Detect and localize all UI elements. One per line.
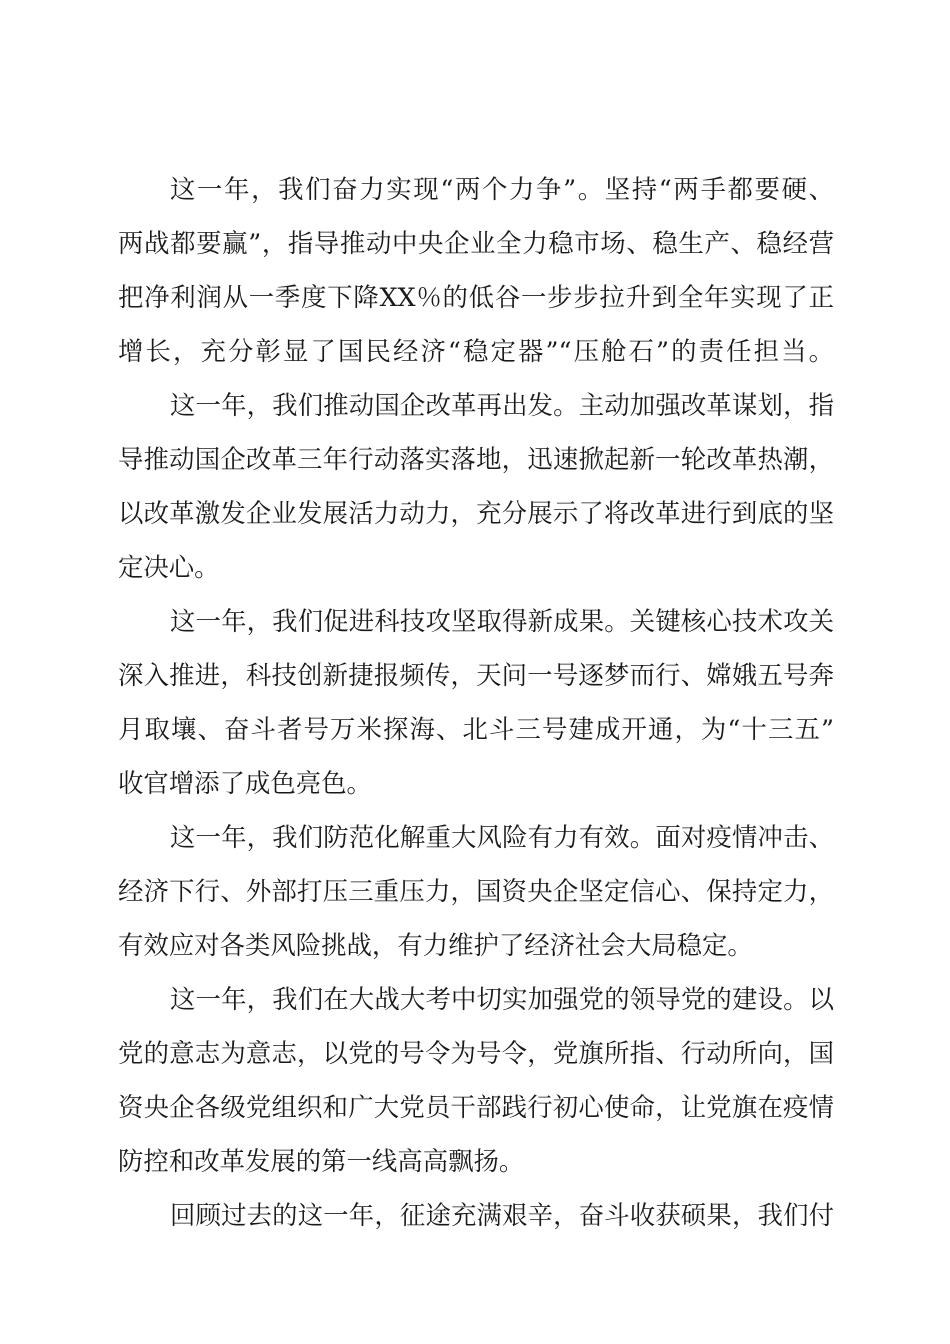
text-line: 这一年，我们促进科技攻坚取得新成果。关键核心技术攻关 [170,606,834,636]
text-line: 这一年，我们防范化解重大风险有力有效。面对疫情冲击、 [170,822,834,852]
paragraph-technology [118,594,834,810]
text-line: 把净利润从一季度下降XX％的低谷一步步拉升到全年实现了正 [118,282,834,312]
document-body [118,162,834,1242]
text-line: 这一年，我们在大战大考中切实加强党的领导党的建设。以 [170,984,834,1014]
text-line: 收官增添了成色亮色。 [118,768,372,798]
text-line: 深入推进，科技创新捷报频传，天问一号逐梦而行、嫦娥五号奔 [118,660,834,690]
text-line: 两战都要赢”，指导推动中央企业全力稳市场、稳生产、稳经营 [118,228,834,258]
text-line: 导推动国企改革三年行动落实落地，迅速掀起新一轮改革热潮， [118,444,834,474]
text-line: 党的意志为意志，以党的号令为号令，党旗所指、行动所向，国 [118,1038,834,1068]
paragraph-two-strives [118,162,834,378]
text-line: 资央企各级党组织和广大党员干部践行初心使命，让党旗在疫情 [118,1092,834,1122]
paragraph-review [118,1188,834,1242]
paragraph-soe-reform [118,378,834,594]
text-line: 回顾过去的这一年，征途充满艰辛，奋斗收获硕果，我们付 [170,1200,834,1230]
text-line: 这一年，我们奋力实现“两个力争”。坚持“两手都要硬、 [170,174,834,204]
text-line: 这一年，我们推动国企改革再出发。主动加强改革谋划，指 [170,390,834,420]
text-line: 防控和改革发展的第一线高高飘扬。 [118,1146,525,1176]
paragraph-risk-prevention [118,810,834,972]
paragraph-party-building [118,972,834,1188]
text-line: 增长，充分彰显了国民经济“稳定器”“压舱石”的责任担当。 [118,336,834,366]
text-line: 有效应对各类风险挑战，有力维护了经济社会大局稳定。 [118,930,753,960]
text-line: 以改革激发企业发展活力动力，充分展示了将改革进行到底的坚 [118,498,834,528]
text-line: 经济下行、外部打压三重压力，国资央企坚定信心、保持定力， [118,876,834,906]
text-line: 月取壤、奋斗者号万米探海、北斗三号建成开通，为“十三五” [118,714,834,744]
text-line: 定决心。 [118,552,220,582]
